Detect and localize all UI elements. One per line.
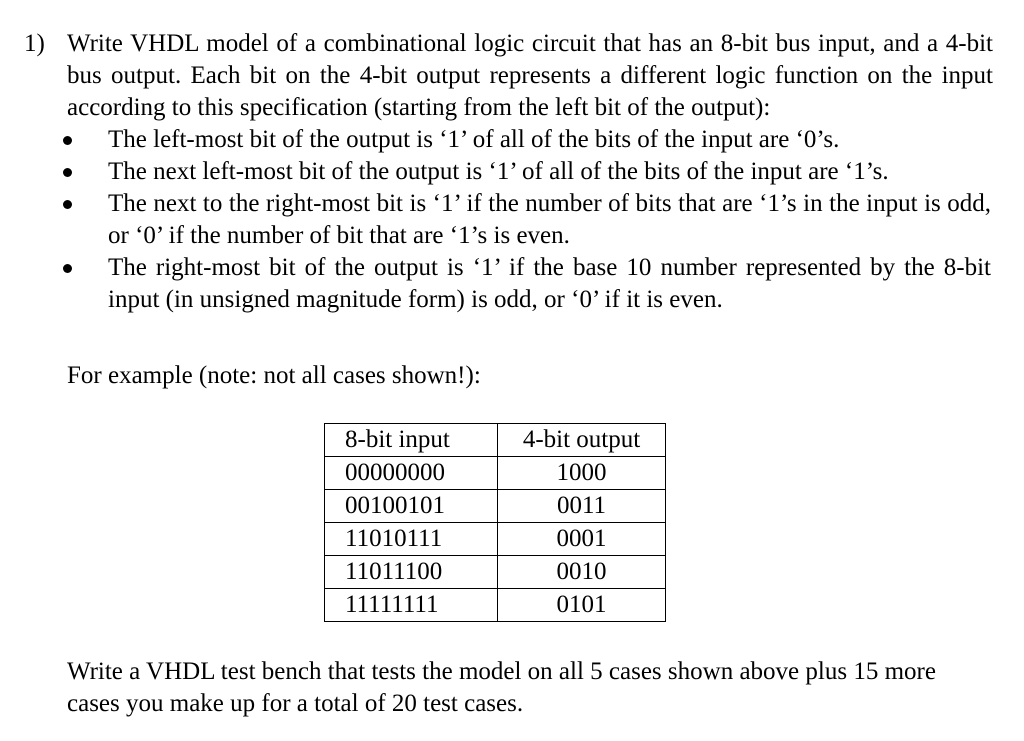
bullet-icon [63,136,72,145]
output-cell: 1000 [498,457,666,490]
column-header-output: 4-bit output [498,424,666,457]
bullet-icon [63,264,72,273]
column-header-input: 8-bit input [325,424,498,457]
bullet-text: The right-most bit of the output is ‘1’ if the base 10 number represented by the 8-bit input (in unsigned magnitude form) is odd, or ‘0’ if it is even. [108,254,991,313]
list-item [0,156,1024,188]
bullet-icon [63,168,72,177]
bullet-text: The next left-most bit of the output is ‘1’ of all of the bits of the input are ‘1’s. [108,158,889,185]
problem-number: 1) [24,30,45,57]
table-row [325,490,666,523]
table-header-row [325,424,666,457]
input-cell: 00000000 [325,457,498,490]
closing-instruction: Write a VHDL test bench that tests the model on all 5 cases shown above plus 15 more cases you make up for a total of 20 test cases. [67,658,936,717]
table-row [325,523,666,556]
output-cell: 0101 [498,589,666,622]
example-label: For example (note: not all cases shown!): [67,362,481,389]
specification-list [0,124,1024,316]
bullet-text: The left-most bit of the output is ‘1’ of all of the bits of the input are ‘0’s. [108,126,840,153]
output-cell: 0001 [498,523,666,556]
problem-intro: Write VHDL model of a combinational logic circuit that has an 8-bit bus input, and a 4-bit bus output. Each bit on the 4-bit output represents a different logic function on the input according to this specification (starting from the left bit of the output): [67,30,993,121]
table-row [325,589,666,622]
bullet-text: The next to the right-most bit is ‘1’ if the number of bits that are ‘1’s in the input is odd, or ‘0’ if the number of bit that are ‘1’s is even. [108,190,991,249]
list-item [0,252,1024,316]
output-cell: 0010 [498,556,666,589]
list-item [0,124,1024,156]
input-cell: 11111111 [325,589,498,622]
table-row [325,556,666,589]
input-cell: 11011100 [325,556,498,589]
input-cell: 00100101 [325,490,498,523]
output-cell: 0011 [498,490,666,523]
example-table [324,423,666,622]
table-row [325,457,666,490]
list-item [0,188,1024,252]
bullet-icon [63,200,72,209]
input-cell: 11010111 [325,523,498,556]
